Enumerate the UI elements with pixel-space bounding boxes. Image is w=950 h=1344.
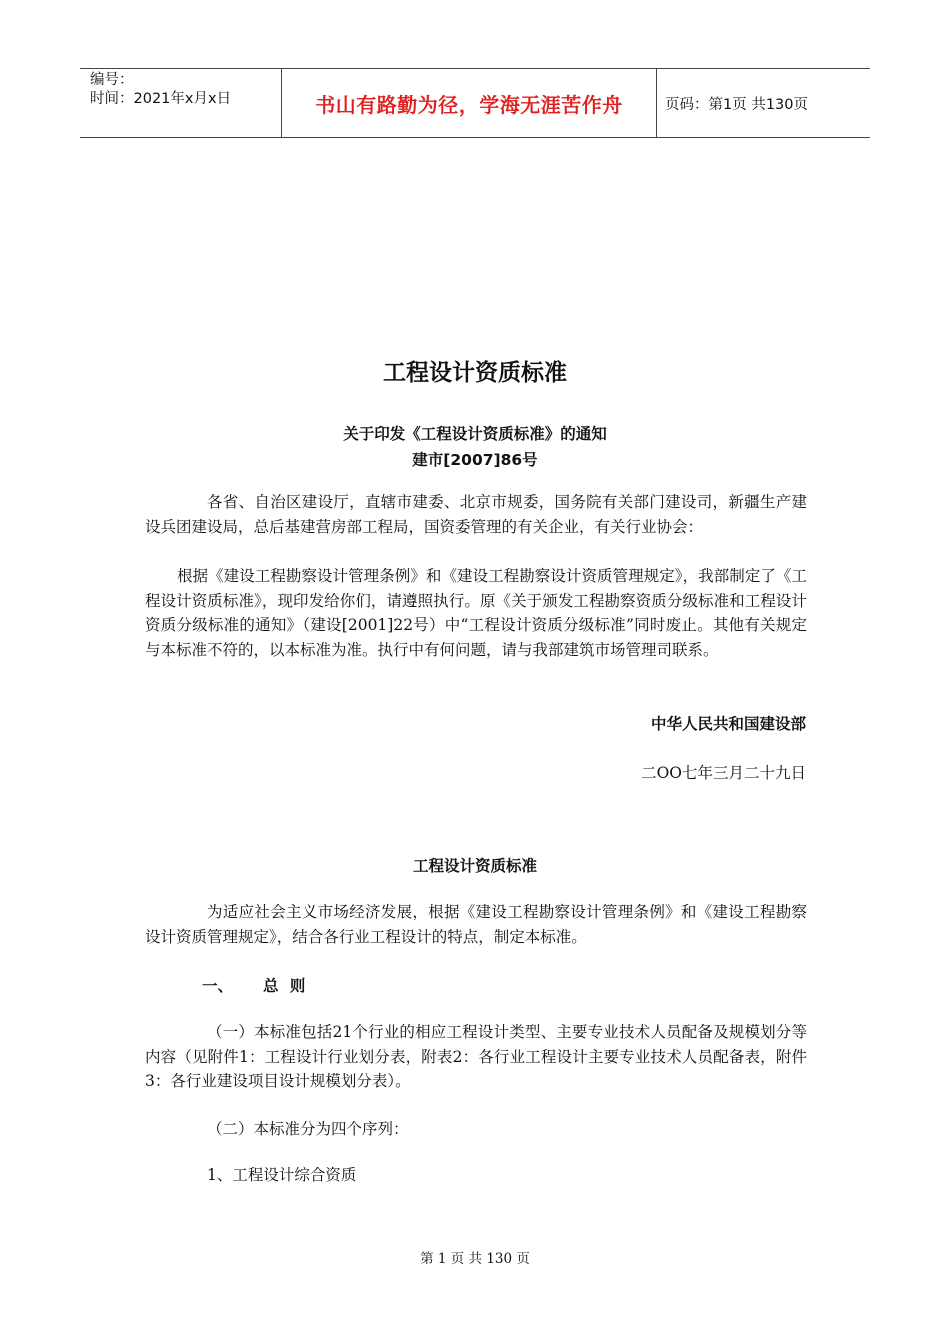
addressee-paragraph: 各省、自治区建设厅，直辖市建委、北京市规委，国务院有关部门建设司，新疆生产建设兵团建设局，总后基建营房部工程局，国资委管理的有关企业，有关行业协会： — [145, 493, 807, 536]
page-footer: 第 1 页 共 130 页 — [420, 1251, 530, 1267]
body-paragraph: 根据《建设工程勘察设计管理条例》和《建设工程勘察设计资质管理规定》，我部制定了《工程设计资质标准》，现印发给你们，请遵照执行。原《关于颁发工程勘察资质分级标准和工程设计资质分级标准的通知》（建设[2001]22号）中“工程设计资质分级标准”同时废止。其他有关规定与本标准不符的，以本标准为准。执行中有何问题，请与我部建筑市场管理司联系。 — [145, 567, 807, 659]
header-meta — [80, 69, 282, 137]
chapter-heading — [202, 974, 305, 996]
issue-date: 二OO七年三月二十九日 — [641, 764, 806, 782]
notice-number: 建市[2007]86号 — [412, 451, 538, 469]
document-title: 工程设计资质标准 — [383, 360, 567, 386]
item-1-paragraph: （一）本标准包括21个行业的相应工程设计类型、主要专业技术人员配备及规模划分等内容（见附件1：工程设计行业划分表，附表2：各行业工程设计主要专业技术人员配备表，附件3：各行业建设项目设计规模划分表）。 — [145, 1023, 807, 1090]
chapter-number: 一、 — [202, 977, 234, 995]
header-motto: 书山有路勤为径，学海无涯苦作舟 — [282, 69, 657, 137]
section-title: 工程设计资质标准 — [412, 857, 537, 875]
intro-paragraph: 为适应社会主义市场经济发展，根据《建设工程勘察设计管理条例》和《建设工程勘察设计资质管理规定》，结合各行业工程设计的特点，制定本标准。 — [145, 903, 807, 946]
issuer: 中华人民共和国建设部 — [650, 715, 806, 733]
chapter-title: 总 则 — [263, 977, 306, 995]
date-line: 时间：2021年x月x日 — [90, 91, 232, 107]
header-table — [80, 68, 870, 138]
number-label: 编号： — [90, 72, 134, 88]
notice-title: 关于印发《工程设计资质标准》的通知 — [343, 425, 607, 443]
item-2-paragraph: （二）本标准分为四个序列： — [207, 1120, 409, 1138]
header-page-code: 页码：第1页 共130页 — [665, 96, 809, 113]
item-2-1-paragraph: 1、工程设计综合资质 — [207, 1166, 357, 1184]
